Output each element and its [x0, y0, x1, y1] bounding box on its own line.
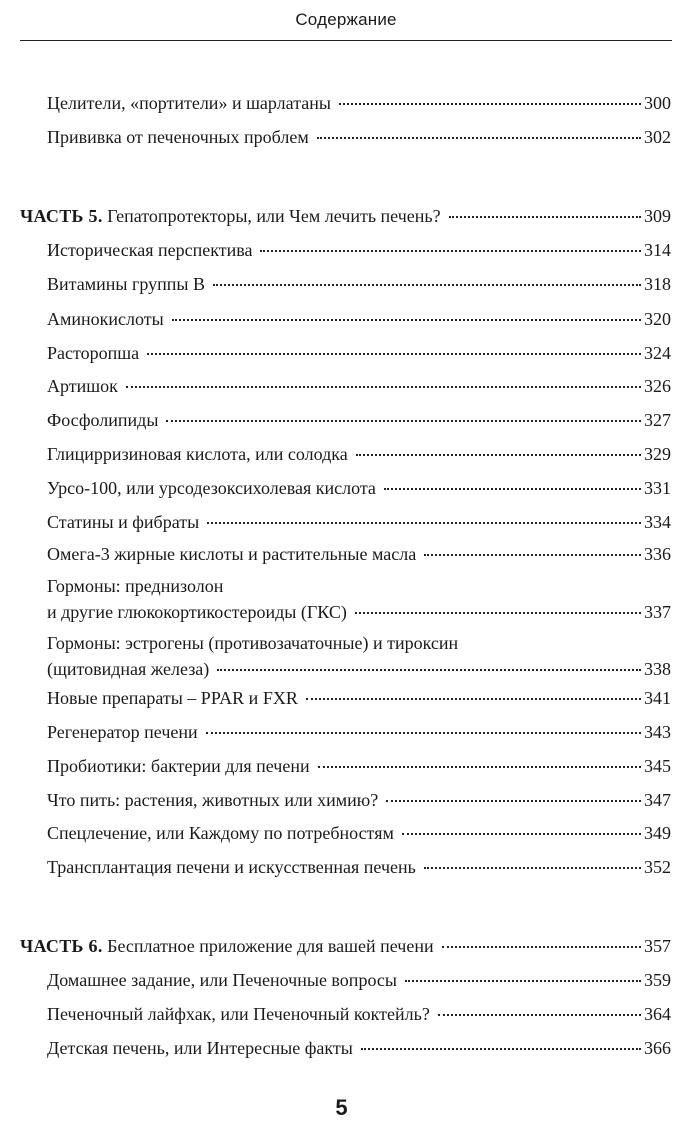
dot-leader [207, 522, 641, 524]
toc-entry [47, 1036, 671, 1060]
dot-leader [306, 698, 641, 700]
toc-entry-page: 334 [644, 512, 671, 532]
dot-leader [355, 612, 641, 614]
toc-part-heading-5 [20, 204, 671, 228]
toc-entry-page: 359 [644, 970, 671, 990]
dot-leader [424, 867, 641, 869]
toc-entry-page: 326 [644, 376, 671, 396]
toc-entry-page: 352 [644, 857, 671, 877]
dot-leader [386, 800, 641, 802]
toc-entry [47, 855, 671, 879]
toc-entry [47, 442, 671, 466]
dot-leader [206, 732, 641, 734]
dot-leader [405, 980, 641, 982]
toc-entry-title: Артишок [47, 376, 118, 396]
toc-entry-line2 [47, 600, 671, 624]
dot-leader [361, 1048, 641, 1050]
part-title-text: Бесплатное приложение для вашей печени [107, 936, 434, 956]
dot-leader [172, 319, 641, 321]
toc-entry-title: Глицирризиновая кислота, или солодка [47, 444, 348, 464]
toc-entry-title: Новые препараты – PPAR и FXR [47, 688, 298, 708]
toc-entry [47, 968, 671, 992]
toc-entry-title-line1: Гормоны: эстрогены (противозачаточные) и тироксин [47, 633, 459, 653]
toc-entry-page: 329 [644, 444, 671, 464]
part-title-text: Гепатопротекторы, или Чем лечить печень? [107, 206, 441, 226]
toc-entry-page: 349 [644, 823, 671, 843]
toc-entry-page: 327 [644, 410, 671, 430]
dot-leader [126, 386, 641, 388]
toc-entry [47, 341, 671, 365]
toc-entry-title: Витамины группы В [47, 274, 205, 294]
toc-entry-title: Печеночный лайфхак, или Печеночный коктейль? [47, 1004, 430, 1024]
toc-entry-title: Что пить: растения, животных или химию? [47, 790, 379, 810]
toc-part-title [20, 204, 441, 228]
toc-entry-page: 343 [644, 722, 671, 742]
dot-leader [339, 103, 641, 105]
toc-entry [47, 307, 671, 331]
toc-entry-page: 366 [644, 1038, 671, 1058]
toc-entry [47, 1002, 671, 1026]
toc-entry-page: 337 [644, 602, 671, 622]
toc-entry [47, 91, 671, 115]
toc-entry-title: Аминокислоты [47, 309, 164, 329]
toc-entry-title: Омега-3 жирные кислоты и растительные масла [47, 544, 417, 564]
toc-entry-page: 364 [644, 1004, 671, 1024]
dot-leader [442, 946, 641, 948]
toc-entry-page: 341 [644, 688, 671, 708]
dot-leader [424, 554, 641, 556]
toc-entry-page: 338 [644, 659, 671, 679]
toc-entry [47, 374, 671, 398]
toc-entry-title: Расторопша [47, 343, 140, 363]
toc-entry [47, 238, 671, 262]
toc-entry-title-line1: Гормоны: преднизолон [47, 576, 224, 596]
toc-entry-title: Урсо-100, или урсодезоксихолевая кислота [47, 478, 376, 498]
toc-entry [47, 476, 671, 500]
toc-entry-title: Фосфолипиды [47, 410, 159, 430]
toc-entry-page: 345 [644, 756, 671, 776]
dot-leader [213, 284, 641, 286]
toc-entry-title: Целители, «портители» и шарлатаны [47, 93, 331, 113]
dot-leader [449, 216, 641, 218]
dot-leader [356, 454, 641, 456]
toc-entry [47, 720, 671, 744]
toc-entry [47, 631, 671, 681]
toc-entry-title: Домашнее задание, или Печеночные вопросы [47, 970, 397, 990]
toc-entry-title-line2: (щитовидная железа) [47, 659, 210, 679]
toc-entry [47, 272, 671, 296]
dot-leader [318, 766, 641, 768]
toc-entry [47, 510, 671, 534]
dot-leader [317, 137, 641, 139]
toc-entry-title: Трансплантация печени и искусственная печень [47, 857, 416, 877]
dot-leader [438, 1014, 641, 1016]
toc-entry-title: Статины и фибраты [47, 512, 200, 532]
toc-entry-page: 300 [644, 93, 671, 113]
dot-leader [147, 353, 641, 355]
toc-entry-page: 324 [644, 343, 671, 363]
toc-entry-line2 [47, 657, 671, 681]
toc-entry-title: Пробиотики: бактерии для печени [47, 756, 310, 776]
toc-part-page: 357 [644, 936, 671, 956]
page-number: 5 [335, 1095, 348, 1120]
toc-part-heading-6 [20, 934, 671, 958]
toc-entry-page: 318 [644, 274, 671, 294]
dot-leader [260, 250, 641, 252]
toc-entry [47, 542, 671, 566]
toc-entry [47, 574, 671, 624]
part-label: ЧАСТЬ 5. [20, 206, 103, 226]
toc-entry [47, 754, 671, 778]
dot-leader [166, 420, 641, 422]
part-label: ЧАСТЬ 6. [20, 936, 103, 956]
toc-entry-title: Детская печень, или Интересные факты [47, 1038, 353, 1058]
header-title: Содержание [295, 10, 397, 29]
toc-entry [47, 821, 671, 845]
toc-part-title [20, 934, 434, 958]
dot-leader [384, 488, 641, 490]
toc-entry-page: 320 [644, 309, 671, 329]
dot-leader [217, 669, 641, 671]
toc-entry-title: Регенератор печени [47, 722, 198, 742]
toc-entry-page: 336 [644, 544, 671, 564]
dot-leader [402, 833, 641, 835]
toc-entry-title: Прививка от печеночных проблем [47, 127, 309, 147]
toc-entry [47, 686, 671, 710]
toc-entry-page: 314 [644, 240, 671, 260]
toc-entry-title-line2: и другие глюкокортикостероиды (ГКС) [47, 602, 347, 622]
running-header [20, 0, 672, 41]
toc-entry-page: 302 [644, 127, 671, 147]
toc-entry-title: Спецлечение, или Каждому по потребностям [47, 823, 394, 843]
toc-entry-title: Историческая перспектива [47, 240, 253, 260]
toc-part-page: 309 [644, 206, 671, 226]
toc-entry [47, 408, 671, 432]
toc-entry [47, 125, 671, 149]
toc-entry-page: 347 [644, 790, 671, 810]
toc-entry-page: 331 [644, 478, 671, 498]
toc-entry [47, 788, 671, 812]
